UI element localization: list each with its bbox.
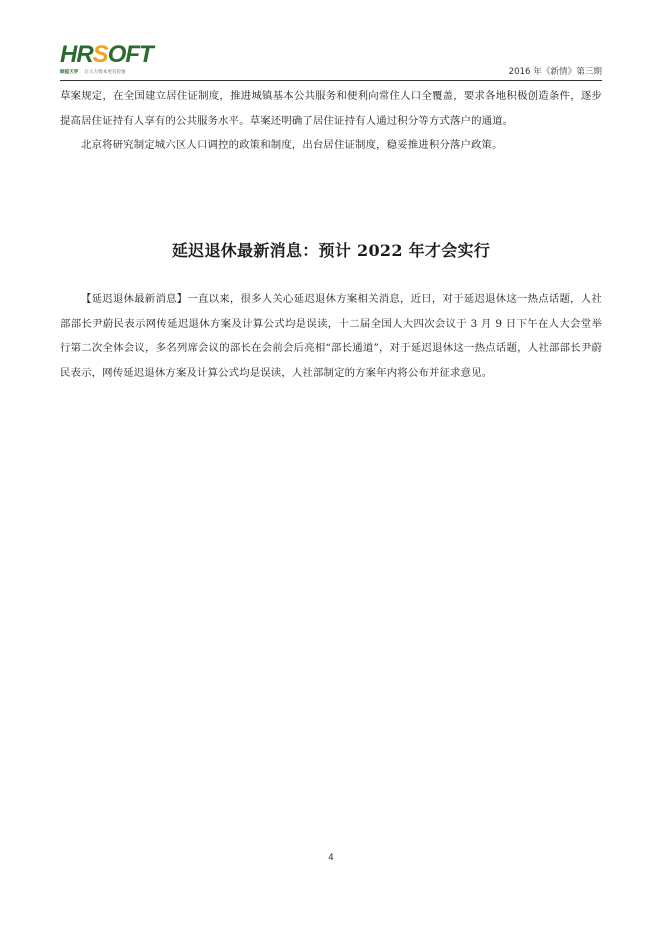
issue-label: 2016 年《新情》第三期 [508,67,602,77]
logo-tagline-row [60,69,126,75]
article-body [60,287,602,385]
article-continued [60,84,602,158]
paragraph: 【延迟退休最新消息】一直以来，很多人关心延迟退休方案相关消息，近日，对于延迟退休这一热点话题，人社部部长尹蔚民表示网传延迟退休方案及计算公式均是误读，十二届全国人大四次会议于 3 月 9 日下午在人大会堂举行第二次全体会议，多名列席会议的部长在会前会后亮相“部长通道”，对于延迟退休这一热点话题，人社部部长尹蔚民表示，网传延迟退休方案及计算公式均是误读，人社部制定的方案年内将公布并征求意见。 [60,293,602,379]
logo-wordmark [60,42,153,68]
page-number: 4 [328,853,334,863]
paragraph: 北京将研究制定城六区人口调控的政策和制度，出台居住证制度，稳妥推进积分落户政策。 [81,139,503,151]
logo-brand-cn: 顾能天界 [60,70,79,75]
logo-tagline: 让人力资本更有价值 [84,70,126,75]
logo-word-s: S [92,41,108,68]
hrsoft-logo [60,42,175,78]
logo-word-oft: OFT [107,41,153,68]
logo-word-hr: HR [60,41,93,68]
article-title: 延迟退休最新消息：预计 2022 年才会实行 [171,241,491,260]
page-header [60,42,602,81]
paragraph: 草案规定，在全国建立居住证制度，推进城镇基本公共服务和便利向常住人口全覆盖，要求各地积极创造条件，逐步提高居住证持有人享有的公共服务水平。草案还明确了居住证持有人通过积分等方式落户的通道。 [60,90,602,127]
